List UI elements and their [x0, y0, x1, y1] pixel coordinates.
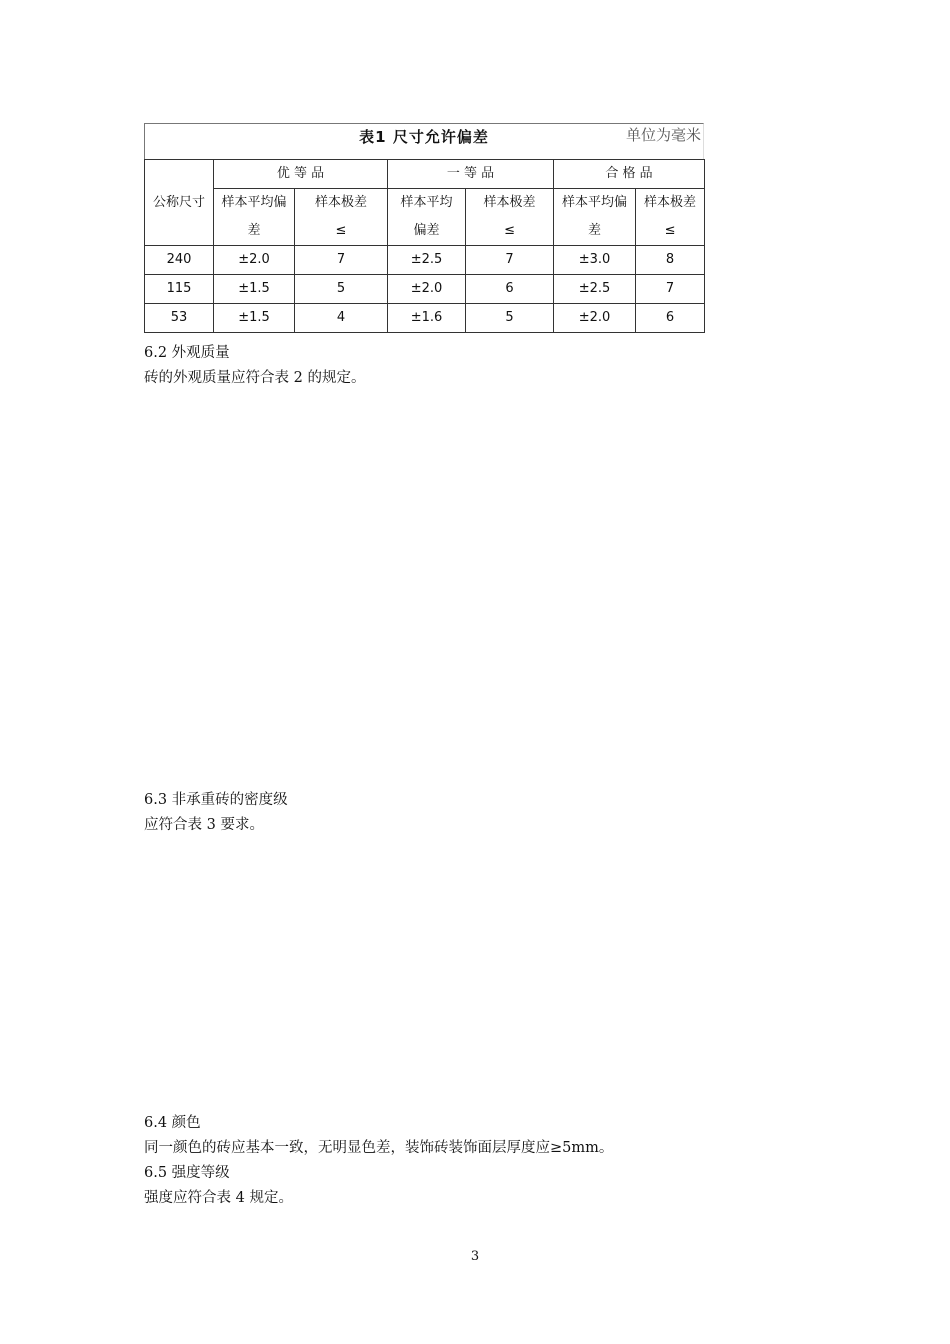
subheader-mean-deviation: 样本平均偏 差	[214, 189, 295, 246]
table-cell: ±1.5	[214, 275, 295, 304]
table-header-row-sub	[145, 189, 705, 246]
section-6-5-text: 强度应符合表 4 规定。	[144, 1190, 293, 1206]
section-6-2-text: 砖的外观质量应符合表 2 的规定。	[144, 370, 366, 386]
header-nominal-size: 公称尺寸	[145, 160, 214, 246]
table-cell: 6	[466, 275, 554, 304]
table-cell: ±2.0	[388, 275, 466, 304]
table-cell: ±1.6	[388, 304, 466, 333]
table-cell: 8	[636, 246, 705, 275]
table-cell: 5	[295, 275, 388, 304]
table-cell: 4	[295, 304, 388, 333]
section-6-4-text: 同一颜色的砖应基本一致，无明显色差，装饰砖装饰面层厚度应≥5mm。	[144, 1140, 614, 1156]
header-grade-qualified: 合 格 品	[554, 160, 705, 189]
table-title: 表1 尺寸允许偏差	[359, 128, 489, 146]
subheader-mean-deviation: 样本平均 偏差	[388, 189, 466, 246]
table-cell: 115	[145, 275, 214, 304]
table-cell: 7	[466, 246, 554, 275]
table-row	[145, 246, 705, 275]
subheader-range: 样本极差 ≤	[636, 189, 705, 246]
table-cell: 7	[636, 275, 705, 304]
table-cell: 240	[145, 246, 214, 275]
table-cell: 7	[295, 246, 388, 275]
header-grade-superior: 优 等 品	[214, 160, 388, 189]
table-unit-label: 单位为毫米	[625, 126, 701, 144]
table-row	[145, 275, 705, 304]
table-cell: ±1.5	[214, 304, 295, 333]
table-cell: 53	[145, 304, 214, 333]
section-6-2-heading: 6.2 外观质量	[144, 345, 230, 361]
table-cell: ±2.5	[554, 275, 636, 304]
table-title-row	[144, 123, 704, 159]
section-6-5-heading: 6.5 强度等级	[144, 1165, 230, 1181]
section-6-3-text: 应符合表 3 要求。	[144, 817, 264, 833]
table-row	[145, 304, 705, 333]
page-number: 3	[470, 1249, 480, 1264]
table-cell: ±2.0	[554, 304, 636, 333]
subheader-range: 样本极差 ≤	[295, 189, 388, 246]
section-6-3-heading: 6.3 非承重砖的密度级	[144, 792, 288, 808]
section-6-4-heading: 6.4 颜色	[144, 1115, 201, 1131]
header-grade-first: 一 等 品	[388, 160, 554, 189]
table-cell: ±2.5	[388, 246, 466, 275]
table-header-row-grades	[145, 160, 705, 189]
tolerance-table	[144, 159, 705, 333]
table-cell: ±2.0	[214, 246, 295, 275]
table-1-dimension-tolerance	[144, 123, 704, 333]
table-cell: 6	[636, 304, 705, 333]
subheader-range: 样本极差 ≤	[466, 189, 554, 246]
table-cell: ±3.0	[554, 246, 636, 275]
table-cell: 5	[466, 304, 554, 333]
subheader-mean-deviation: 样本平均偏 差	[554, 189, 636, 246]
